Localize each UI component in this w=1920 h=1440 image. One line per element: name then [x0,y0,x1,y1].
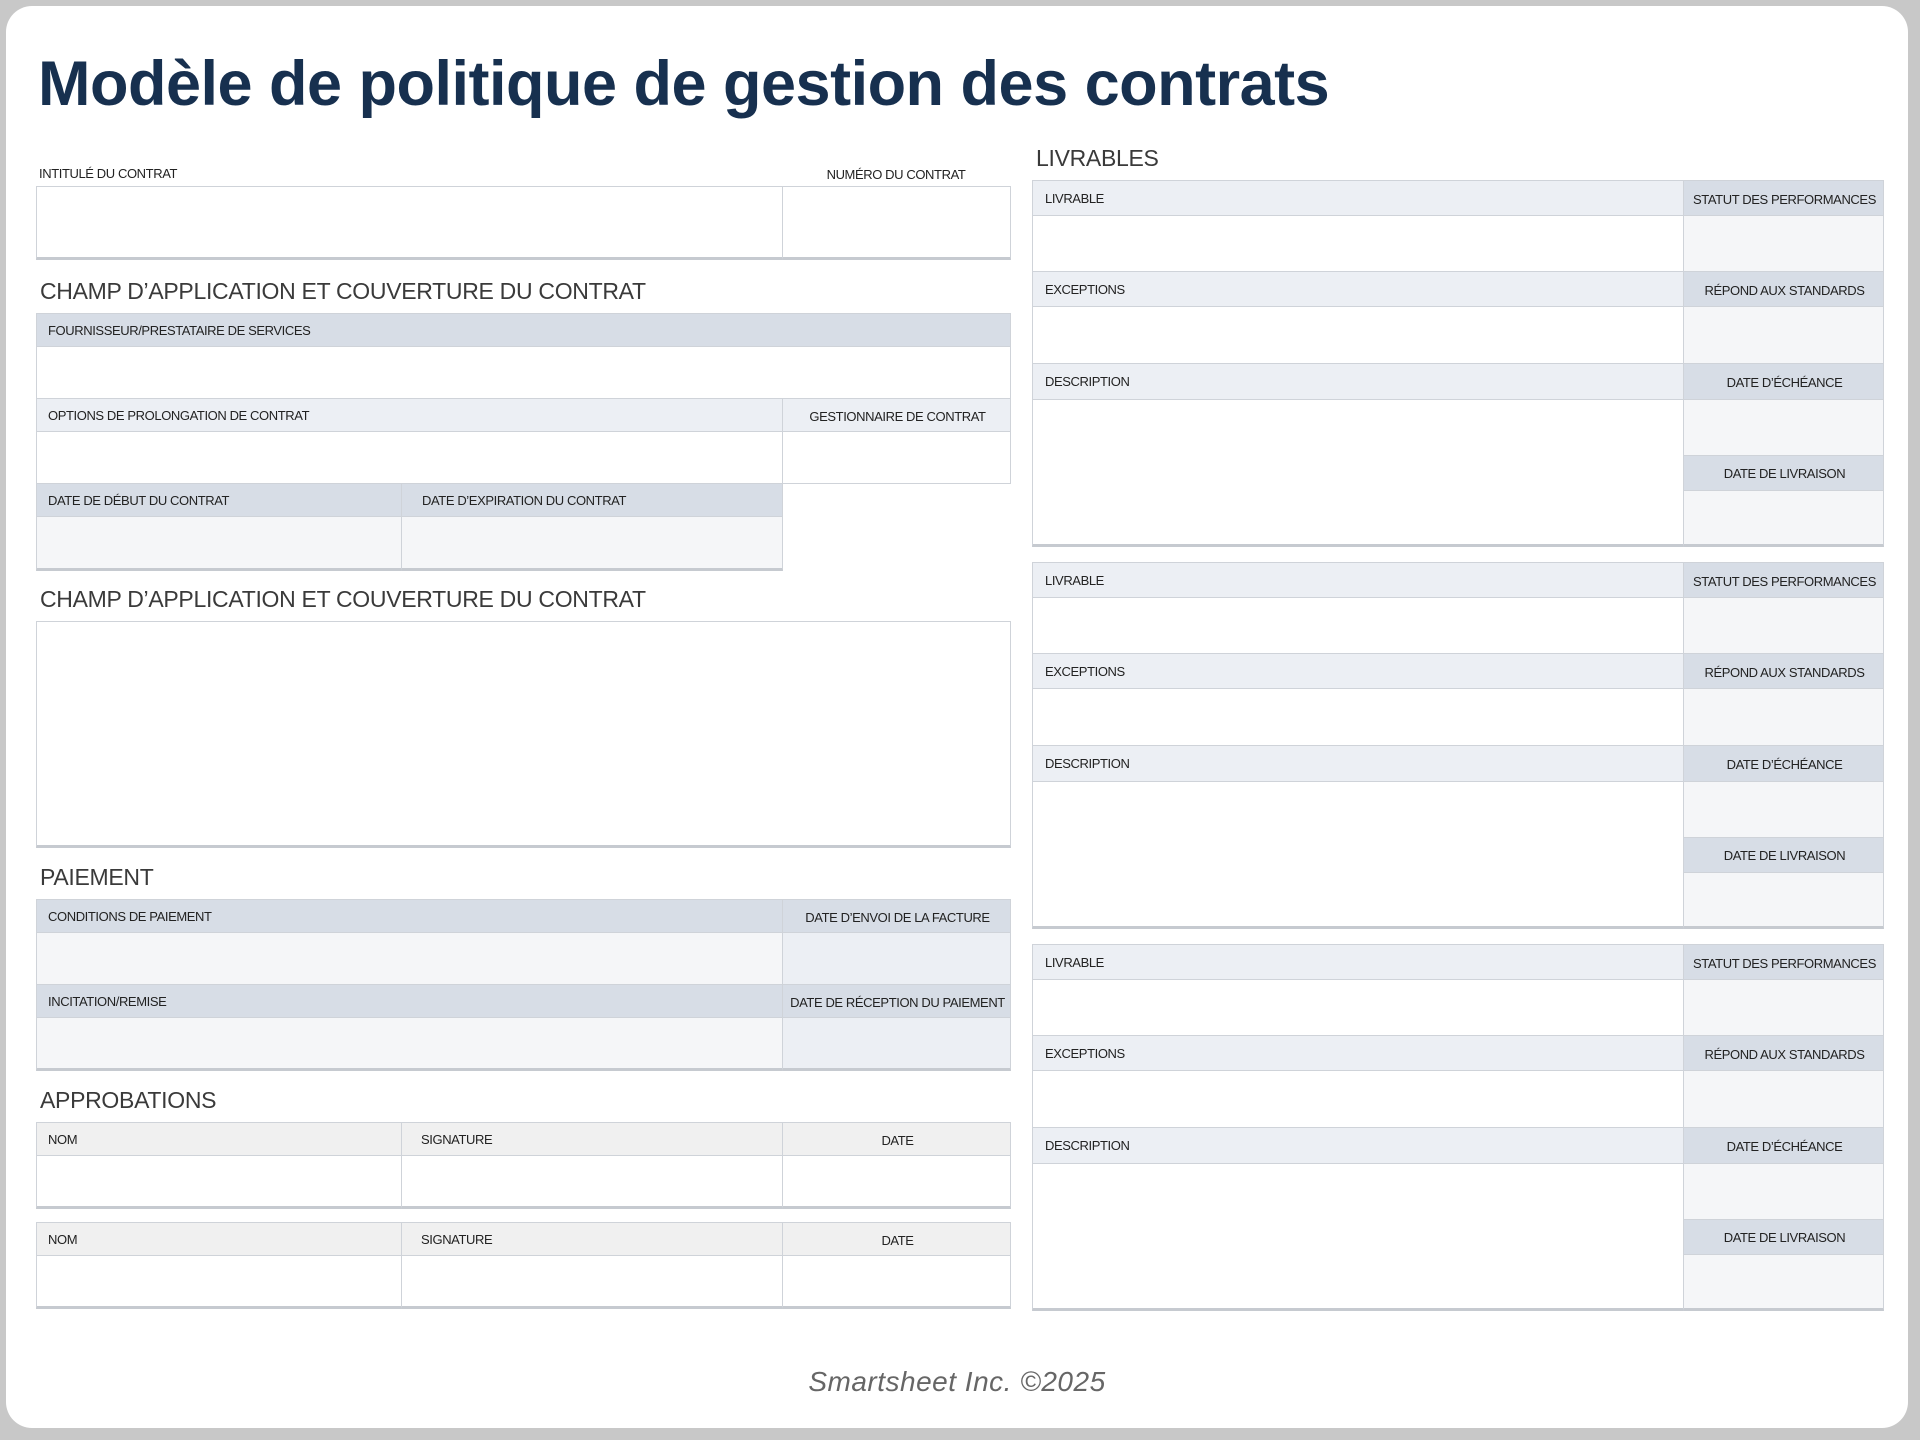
delivery-date-2-field[interactable] [1683,872,1884,929]
standards-1-field[interactable] [1683,306,1884,364]
footer-copyright: Smartsheet Inc. ©2025 [808,1366,1106,1397]
due-date-label: DATE D’ÉCHÉANCE [1726,375,1843,390]
approval-2-signature-header [401,1222,783,1256]
standards-2-header [1683,653,1884,689]
delivery-date-1-field[interactable] [1683,490,1884,547]
due-date-3-field[interactable] [1683,1163,1884,1220]
expiry-date-header [401,483,783,517]
delivery-date-1-header [1683,455,1884,491]
contract-number-field[interactable] [782,186,1011,260]
delivery-date-2-header [1683,837,1884,873]
approval-date-label: DATE [881,1233,914,1248]
exceptions-3-field[interactable] [1032,1070,1684,1128]
deliverable-3-status-field[interactable] [1683,979,1884,1036]
contract-title-field[interactable] [36,186,783,260]
exceptions-2-header [1032,653,1684,689]
due-date-2-field[interactable] [1683,781,1884,838]
deliverable-2-status-header [1683,562,1884,598]
exceptions-1-header [1032,271,1684,307]
scope-text-heading: CHAMP D’APPLICATION ET COUVERTURE DU CONTRAT [40,586,646,612]
contract-title-label: INTITULÉ DU CONTRAT [39,166,178,181]
incentive-label: INCITATION/REMISE [48,994,167,1009]
manager-label: GESTIONNAIRE DE CONTRAT [809,409,986,424]
approval-2-name-field[interactable] [36,1255,402,1309]
deliverable-3-status-header [1683,944,1884,980]
approval-1-name-header [36,1122,402,1156]
approval-2-date-header [782,1222,1011,1256]
standards-label: RÉPOND AUX STANDARDS [1704,283,1865,298]
scope-text-field[interactable] [36,621,1011,848]
payment-terms-field[interactable] [36,932,783,985]
exceptions-label: EXCEPTIONS [1045,1046,1125,1061]
payment-heading: PAIEMENT [40,864,154,890]
payment-terms-header [36,899,783,933]
description-2-field[interactable] [1032,781,1684,929]
supplier-header [36,313,1011,347]
approval-1-date-field[interactable] [782,1155,1011,1209]
deliverable-label: LIVRABLE [1045,191,1104,206]
delivery-date-label: DATE DE LIVRAISON [1723,466,1846,481]
due-date-label: DATE D’ÉCHÉANCE [1726,1139,1843,1154]
standards-2-field[interactable] [1683,688,1884,746]
approval-1-signature-header [401,1122,783,1156]
approval-signature-label: SIGNATURE [421,1132,493,1147]
description-label: DESCRIPTION [1045,374,1130,389]
exceptions-2-field[interactable] [1032,688,1684,746]
start-date-field[interactable] [36,516,402,571]
supplier-field[interactable] [36,346,1011,399]
page-title: Modèle de politique de gestion des contrats [38,49,1330,119]
approval-1-signature-field[interactable] [401,1155,783,1209]
delivery-date-label: DATE DE LIVRAISON [1723,1230,1846,1245]
approval-2-date-field[interactable] [782,1255,1011,1309]
manager-header [782,398,1011,432]
deliverable-2-header [1032,562,1684,598]
incentive-field[interactable] [36,1017,783,1071]
deliverable-2-field[interactable] [1032,597,1684,654]
contract-number-label: NUMÉRO DU CONTRAT [826,167,966,182]
due-date-1-header [1683,363,1884,400]
deliverables-heading: LIVRABLES [1036,145,1159,171]
scope-heading: CHAMP D’APPLICATION ET COUVERTURE DU CONTRAT [40,278,646,304]
expiry-date-field[interactable] [401,516,783,571]
approvals-heading: APPROBATIONS [40,1087,217,1113]
standards-3-header [1683,1035,1884,1071]
approval-name-label: NOM [48,1232,78,1247]
approval-signature-label: SIGNATURE [421,1232,493,1247]
description-1-field[interactable] [1032,399,1684,547]
exceptions-label: EXCEPTIONS [1045,664,1125,679]
exceptions-label: EXCEPTIONS [1045,282,1125,297]
manager-field[interactable] [782,431,1011,484]
due-date-label: DATE D’ÉCHÉANCE [1726,757,1843,772]
due-date-1-field[interactable] [1683,399,1884,456]
due-date-3-header [1683,1127,1884,1164]
payment-terms-label: CONDITIONS DE PAIEMENT [48,909,212,924]
approval-2-signature-field[interactable] [401,1255,783,1309]
invoice-date-field[interactable] [782,932,1011,985]
deliverable-2-status-field[interactable] [1683,597,1884,654]
approval-date-label: DATE [881,1133,914,1148]
deliverable-1-field[interactable] [1032,215,1684,272]
deliverable-3-field[interactable] [1032,979,1684,1036]
approval-1-name-field[interactable] [36,1155,402,1209]
standards-1-header [1683,271,1884,307]
deliverable-1-status-field[interactable] [1683,215,1884,272]
status-label: STATUT DES PERFORMANCES [1693,192,1876,207]
payment-date-header [782,984,1011,1018]
status-label: STATUT DES PERFORMANCES [1693,956,1876,971]
start-date-header [36,483,402,517]
exceptions-1-field[interactable] [1032,306,1684,364]
description-2-header [1032,745,1684,782]
payment-date-label: DATE DE RÉCEPTION DU PAIEMENT [790,995,1005,1010]
exceptions-3-header [1032,1035,1684,1071]
start-date-label: DATE DE DÉBUT DU CONTRAT [48,493,230,508]
supplier-label: FOURNISSEUR/PRESTATAIRE DE SERVICES [48,323,311,338]
invoice-date-label: DATE D’ENVOI DE LA FACTURE [805,910,990,925]
deliverable-1-status-header [1683,180,1884,216]
invoice-date-header [782,899,1011,933]
payment-date-field[interactable] [782,1017,1011,1071]
status-label: STATUT DES PERFORMANCES [1693,574,1876,589]
deliverable-1-header [1032,180,1684,216]
description-label: DESCRIPTION [1045,1138,1130,1153]
expiry-date-label: DATE D’EXPIRATION DU CONTRAT [422,493,627,508]
incentive-header [36,984,783,1018]
description-3-field[interactable] [1032,1163,1684,1311]
document-page [6,6,1908,1428]
description-3-header [1032,1127,1684,1164]
approval-1-date-header [782,1122,1011,1156]
delivery-date-3-field[interactable] [1683,1254,1884,1311]
deliverable-label: LIVRABLE [1045,955,1104,970]
description-1-header [1032,363,1684,400]
description-label: DESCRIPTION [1045,756,1130,771]
delivery-date-3-header [1683,1219,1884,1255]
extension-field[interactable] [36,431,783,484]
deliverable-3-header [1032,944,1684,980]
standards-3-field[interactable] [1683,1070,1884,1128]
approval-2-name-header [36,1222,402,1256]
standards-label: RÉPOND AUX STANDARDS [1704,1047,1865,1062]
extension-header [36,398,783,432]
due-date-2-header [1683,745,1884,782]
deliverable-label: LIVRABLE [1045,573,1104,588]
standards-label: RÉPOND AUX STANDARDS [1704,665,1865,680]
extension-label: OPTIONS DE PROLONGATION DE CONTRAT [48,408,310,423]
approval-name-label: NOM [48,1132,78,1147]
delivery-date-label: DATE DE LIVRAISON [1723,848,1846,863]
